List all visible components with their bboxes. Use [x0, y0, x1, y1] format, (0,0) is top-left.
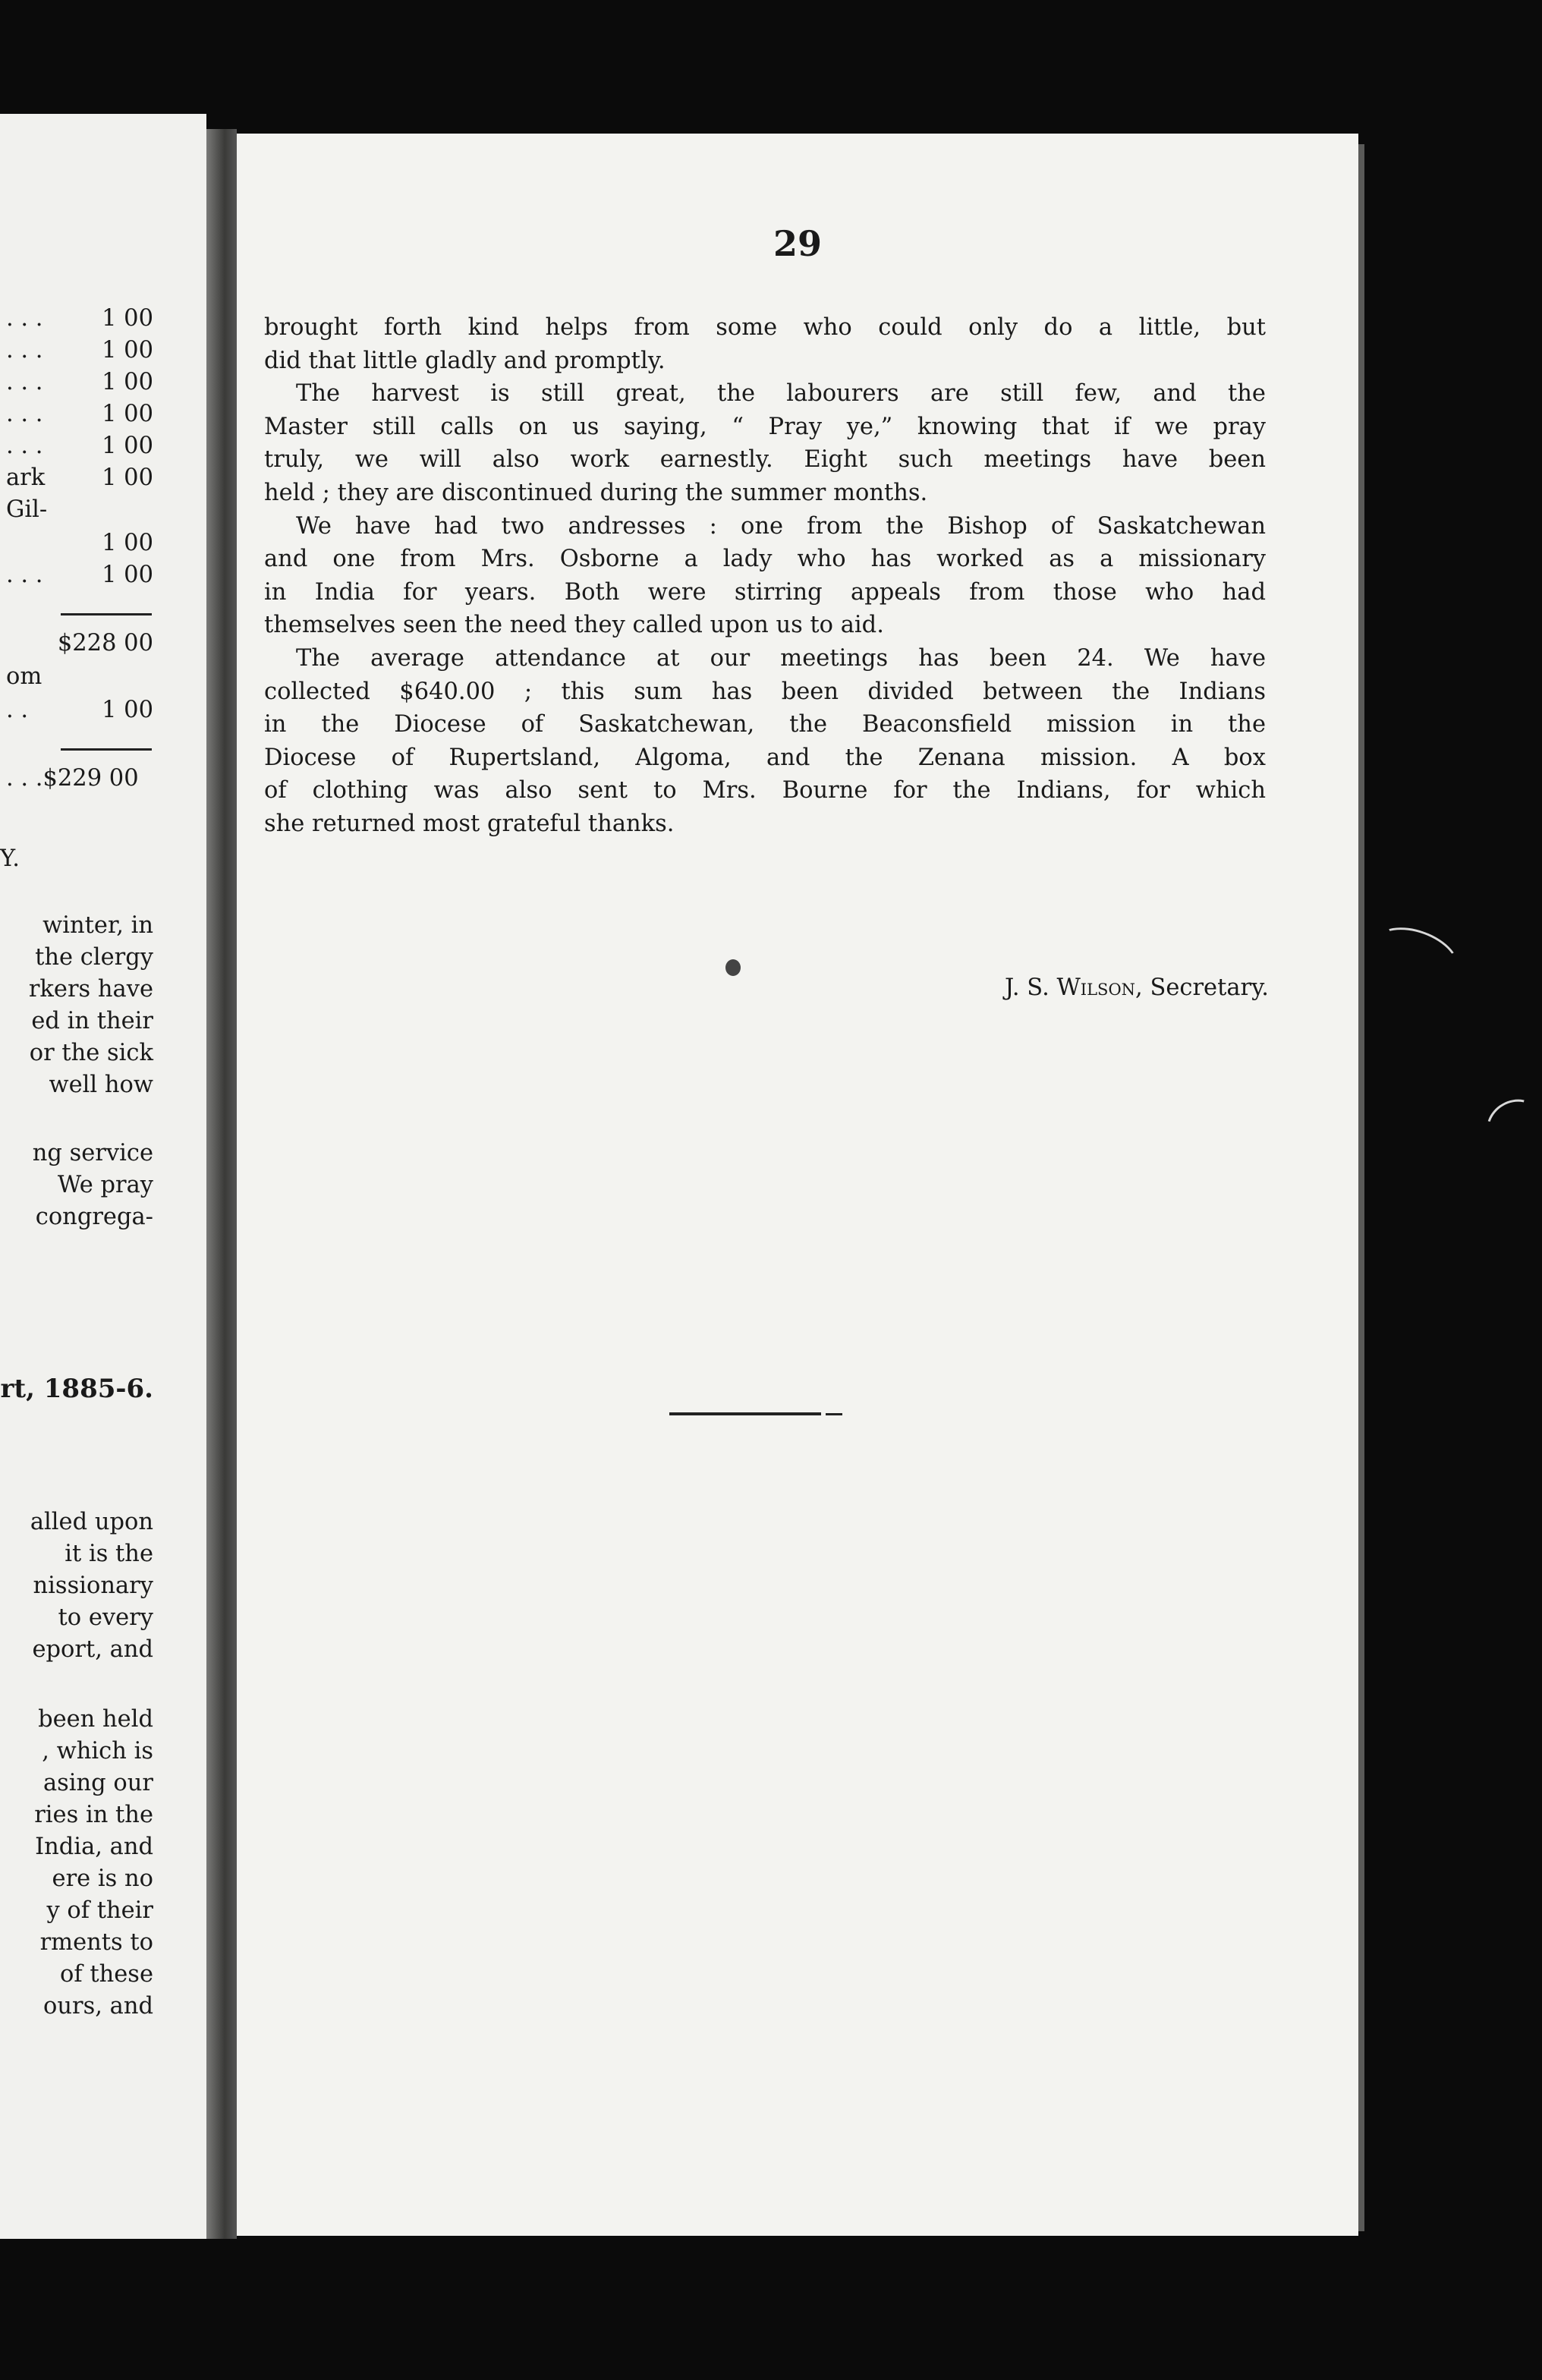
- ledger-total: . . .$229 00: [6, 765, 139, 792]
- text-line: Diocese of Rupertsland, Algoma, and the Zenana mission. A box: [264, 744, 1266, 771]
- text-line: brought forth kind helps from some who could only do a little, but: [264, 314, 1266, 341]
- text-line: The harvest is still great, the labourers are still few, and the: [296, 380, 1266, 408]
- ledger-leader: . . .: [6, 401, 43, 427]
- ledger-amount: 1 00: [102, 305, 153, 332]
- text-line: in India for years. Both were stirring appeals from those who had: [264, 578, 1266, 606]
- text-line: Master still calls on us saying, “ Pray ye,” knowing that if we pray: [264, 413, 1266, 440]
- ledger-fragment: ark: [6, 464, 46, 491]
- heading-fragment: Y.: [0, 845, 20, 872]
- ledger-leader: . . .: [6, 369, 43, 395]
- ledger-amount: 1 00: [102, 433, 153, 459]
- book-gutter: [206, 129, 237, 2239]
- text-fragment: alled upon: [30, 1509, 153, 1535]
- text-line: themselves seen the need they called upon us to aid.: [264, 612, 884, 639]
- text-line: The average attendance at our meetings has been 24. We have: [296, 644, 1266, 672]
- right-page: [237, 134, 1358, 2236]
- text-fragment: y of their: [46, 1897, 153, 1924]
- signature-name: J. S. Wilson,: [1005, 974, 1143, 1001]
- scan-artifact-mark: [1366, 917, 1466, 994]
- ink-dot: [725, 959, 741, 976]
- scan-artifact-mark: [1477, 1089, 1542, 1161]
- page-edge-shadow: [1358, 144, 1364, 2231]
- text-line: in the Diocese of Saskatchewan, the Beaconsfield mission in the: [264, 711, 1266, 738]
- text-line: she returned most grateful thanks.: [264, 810, 675, 837]
- text-fragment: or the sick: [29, 1040, 153, 1066]
- text-line: of clothing was also sent to Mrs. Bourne for the Indians, for which: [264, 777, 1266, 804]
- text-fragment: well how: [49, 1072, 153, 1098]
- signature: [844, 974, 1269, 1001]
- text-fragment: the clergy: [35, 944, 153, 971]
- text-fragment: congrega-: [35, 1204, 153, 1230]
- text-fragment: India, and: [35, 1834, 153, 1860]
- text-fragment: of these: [60, 1961, 153, 1988]
- ledger-leader: . . .: [6, 433, 43, 459]
- text-fragment: ries in the: [34, 1802, 153, 1828]
- text-fragment: , which is: [42, 1738, 153, 1765]
- ledger-amount: 1 00: [102, 464, 153, 491]
- ledger-leader: . .: [6, 697, 29, 723]
- ledger-subtotal: $228 00: [57, 630, 153, 656]
- text-line: We have had two andresses : one from the Bishop of Saskatchewan: [296, 512, 1266, 540]
- ledger-leader: . . .: [6, 305, 43, 332]
- end-rule: [669, 1412, 821, 1415]
- ledger-amount: 1 00: [102, 562, 153, 588]
- text-fragment: ours, and: [43, 1993, 153, 2020]
- body-text: [264, 311, 1266, 841]
- text-line: collected $640.00 ; this sum has been divided between the Indians: [264, 678, 1266, 705]
- text-fragment: asing our: [42, 1770, 153, 1796]
- text-line: and one from Mrs. Osborne a lady who has worked as a missionary: [264, 546, 1266, 573]
- ledger-amount: 1 00: [102, 369, 153, 395]
- ledger-amount: 1 00: [102, 401, 153, 427]
- ledger-fragment: om: [6, 663, 42, 690]
- text-line: truly, we will also work earnestly. Eight such meetings have been: [264, 446, 1266, 474]
- text-fragment: rments to: [39, 1929, 153, 1956]
- text-fragment: ed in their: [31, 1008, 153, 1034]
- text-fragment: eport, and: [32, 1636, 153, 1663]
- ledger-leader: . . .: [6, 337, 43, 364]
- ledger-fragment: Gil-: [6, 496, 48, 523]
- ledger-rule: [61, 748, 152, 751]
- text-fragment: it is the: [65, 1541, 153, 1567]
- text-fragment: been held: [38, 1706, 153, 1733]
- signature-title: Secretary.: [1150, 974, 1269, 1001]
- ledger-amount: 1 00: [102, 337, 153, 364]
- text-fragment: winter, in: [42, 912, 153, 939]
- text-fragment: nissionary: [33, 1572, 153, 1599]
- page-number: 29: [773, 223, 822, 264]
- section-heading-fragment: rt, 1885-6.: [0, 1374, 153, 1404]
- text-fragment: rkers have: [28, 976, 153, 1003]
- ledger-amount: 1 00: [102, 530, 153, 556]
- text-fragment: We pray: [57, 1172, 153, 1198]
- text-fragment: ng service: [32, 1140, 153, 1166]
- left-page-fragment: [0, 114, 206, 2239]
- ledger-rule: [61, 613, 152, 615]
- text-line: did that little gladly and promptly.: [264, 347, 666, 374]
- ledger-leader: . . .: [6, 562, 43, 588]
- end-rule-dash: [826, 1413, 842, 1415]
- text-fragment: to every: [58, 1604, 153, 1631]
- text-line: held ; they are discontinued during the summer months.: [264, 479, 928, 506]
- ledger-amount: 1 00: [102, 697, 153, 723]
- text-fragment: ere is no: [52, 1865, 153, 1892]
